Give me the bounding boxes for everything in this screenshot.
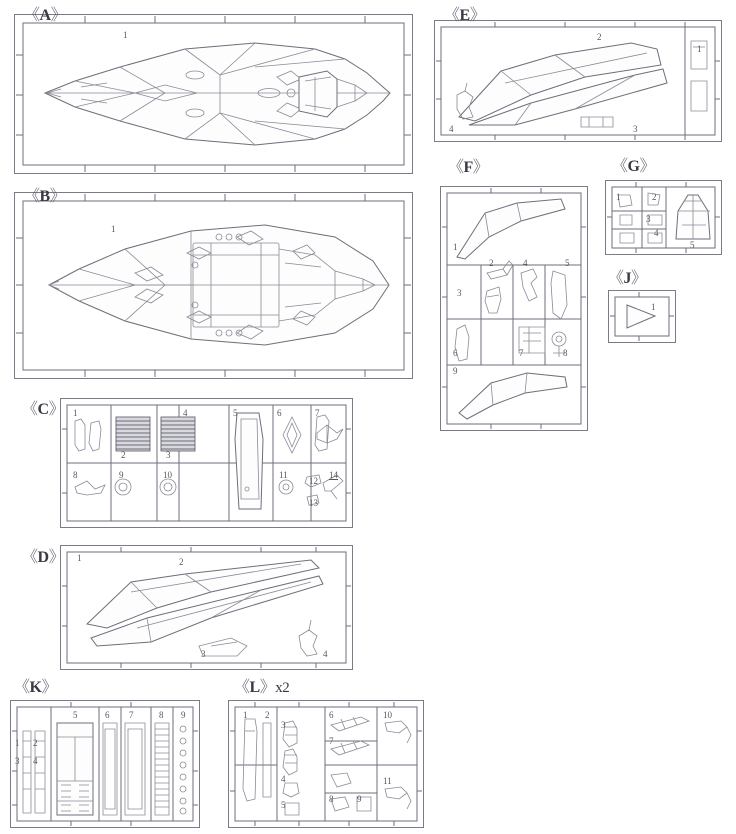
part-number: 1 (243, 710, 248, 720)
part-number: 4 (33, 756, 38, 766)
sprue-letter: L (249, 679, 260, 696)
part-number: 11 (383, 776, 392, 786)
part-number: 6 (105, 710, 110, 720)
sprue-letter: G (627, 158, 640, 175)
part-number: 4 (323, 649, 328, 659)
part-number: 5 (233, 408, 238, 418)
part-number: 9 (357, 794, 362, 804)
part-number: 8 (563, 348, 568, 358)
part-number: 2 (597, 32, 602, 42)
part-number: 12 (309, 476, 318, 486)
part-number: 5 (73, 710, 78, 720)
sprue-label-l: 《L》x2 (234, 679, 290, 696)
part-number: 2 (33, 738, 38, 748)
part-number: 3 (201, 649, 206, 659)
sprue-letter: E (459, 7, 470, 24)
part-number: 7 (129, 710, 134, 720)
part-number: 3 (166, 450, 171, 460)
sprue-frame-e (434, 20, 722, 142)
sprue-frame-a (14, 14, 413, 174)
part-number: 6 (453, 348, 458, 358)
part-number: 8 (73, 470, 78, 480)
sprue-frame-b (14, 192, 413, 379)
sprue-frame-c (60, 398, 353, 528)
part-number: 4 (281, 774, 286, 784)
sprue-frame-l (228, 700, 424, 828)
part-number: 1 (15, 738, 20, 748)
part-number: 1 (77, 553, 82, 563)
sprue-letter: F (463, 159, 473, 176)
part-number: 1 (123, 30, 128, 40)
part-number: 1 (616, 192, 621, 202)
part-number: 1 (697, 44, 702, 54)
sprue-frame-j (608, 290, 676, 343)
part-number: 2 (652, 192, 657, 202)
part-number: 1 (453, 242, 458, 252)
part-number: 8 (159, 710, 164, 720)
part-number: 3 (15, 756, 20, 766)
sprue-label-b: 《B》 (24, 188, 66, 205)
sprue-frame-k (10, 700, 200, 828)
sprue-frame-f (440, 186, 588, 431)
part-number: 5 (565, 258, 570, 268)
part-number: 13 (309, 498, 318, 508)
part-number: 2 (179, 557, 184, 567)
sprue-label-g: 《G》 (612, 158, 655, 175)
sprue-letter: J (623, 270, 632, 287)
part-number: 3 (633, 124, 638, 134)
part-number: 2 (121, 450, 126, 460)
sprue-label-k: 《K》 (14, 679, 57, 696)
part-number: 3 (281, 720, 286, 730)
part-number: 9 (453, 366, 458, 376)
part-number: 7 (519, 348, 524, 358)
sprue-frame-g (605, 180, 722, 255)
sprue-frame-d (60, 545, 353, 670)
part-number: 9 (181, 710, 186, 720)
part-number: 5 (281, 800, 286, 810)
sprue-label-f: 《F》 (448, 159, 489, 176)
part-number: 1 (111, 224, 116, 234)
sprue-letter: C (37, 401, 49, 418)
part-number: 9 (119, 470, 124, 480)
sprue-multiplier: x2 (275, 680, 290, 696)
part-number: 1 (73, 408, 78, 418)
part-number: 6 (277, 408, 282, 418)
part-number: 7 (329, 736, 334, 746)
part-number: 2 (489, 258, 494, 268)
part-number: 5 (690, 240, 695, 250)
part-number: 11 (279, 470, 288, 480)
part-number: 6 (329, 710, 334, 720)
part-number: 7 (315, 408, 320, 418)
part-number: 10 (383, 710, 392, 720)
part-number: 4 (183, 408, 188, 418)
part-number: 2 (265, 710, 270, 720)
sprue-label-e: 《E》 (444, 7, 486, 24)
part-number: 1 (651, 302, 656, 312)
sprue-label-c: 《C》 (22, 401, 65, 418)
part-number: 14 (329, 470, 338, 480)
sprue-label-a: 《A》 (24, 7, 67, 24)
part-number: 4 (523, 258, 528, 268)
sprue-letter: A (39, 7, 51, 24)
part-number: 10 (163, 470, 172, 480)
part-number: 4 (654, 228, 659, 238)
part-number: 3 (646, 214, 651, 224)
sprue-label-j: 《J》 (608, 270, 647, 287)
sprue-letter: K (29, 679, 42, 696)
part-number: 8 (329, 794, 334, 804)
sprue-letter: B (39, 188, 50, 205)
part-number: 4 (449, 124, 454, 134)
part-number: 3 (457, 288, 462, 298)
sprue-label-d: 《D》 (22, 549, 65, 566)
sprue-letter: D (37, 549, 49, 566)
